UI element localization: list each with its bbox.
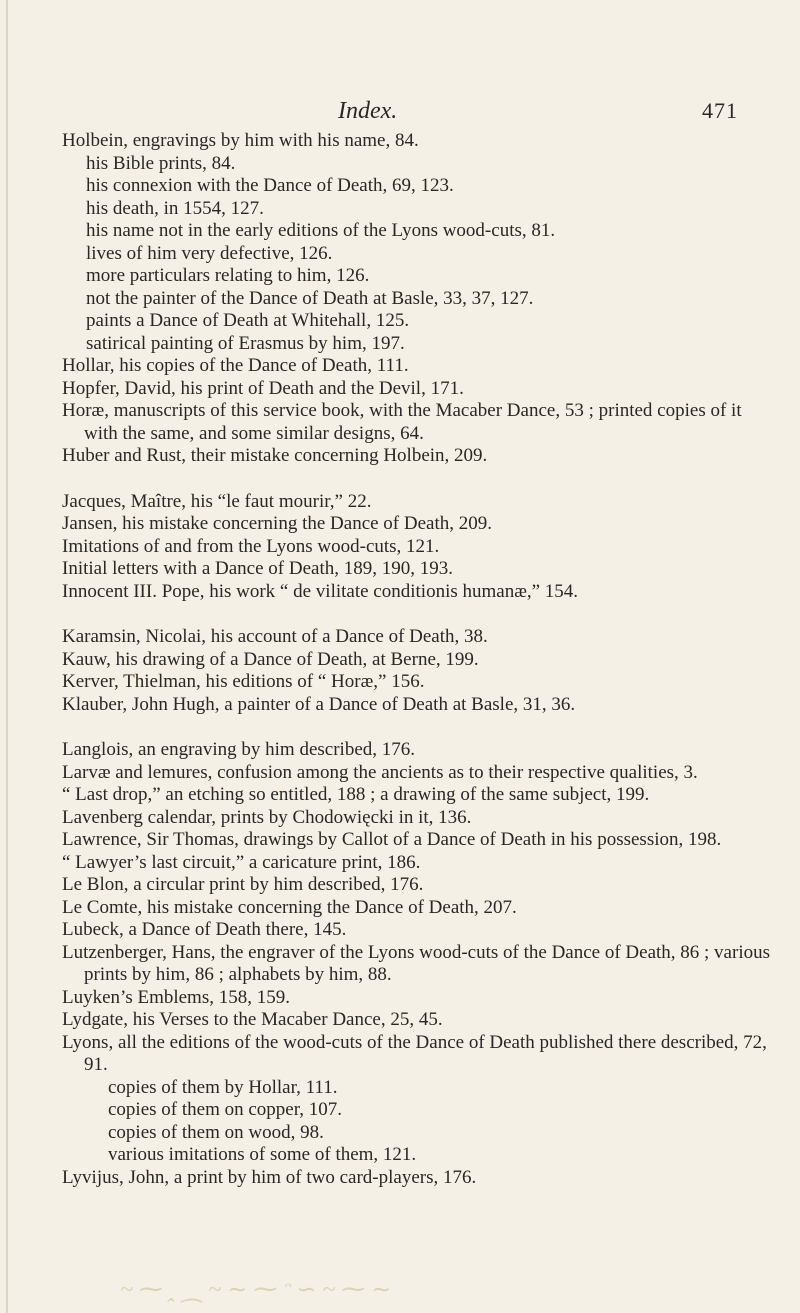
index-entry: Kerver, Thielman, his editions of “ Horæ,” 156.	[62, 671, 425, 692]
index-entry: Jansen, his mistake concerning the Dance of Death, 209.	[62, 513, 493, 534]
index-subentry: his Bible prints, 84.	[86, 152, 236, 174]
section-gap	[62, 716, 777, 739]
index-entry: Lawrence, Sir Thomas, drawings by Callot of a Dance of Death in his possession, 198.	[62, 829, 722, 850]
index-entry: Huber and Rust, their mistake concerning Holbein, 209.	[62, 445, 488, 466]
index-entry: Imitations of and from the Lyons wood-cuts, 121.	[62, 535, 440, 557]
page-number: 471	[702, 98, 738, 123]
index-entry: Innocent III. Pope, his work “ de vilitate conditionis humanæ,” 154.	[62, 580, 579, 602]
index-entry: Luyken’s Emblems, 158, 159.	[62, 986, 290, 1008]
index-entry: “ Last drop,” an etching so entitled, 188 ; a drawing of the same subject, 199.	[62, 784, 650, 805]
index-entry: Klauber, John Hugh, a painter of a Dance of Death at Basle, 31, 36.	[62, 693, 576, 715]
index-subentry: his name not in the early editions of the Lyons wood-cuts, 81.	[86, 220, 556, 241]
section-gap	[62, 468, 777, 491]
index-entry: Lyons, all the editions of the wood-cuts of the Dance of Death published there described, 72, 91.	[62, 1031, 767, 1075]
bleed-through-marks: ~ ⁓ ꞈ ⁔ ~ ∼ ⁓ ᵔ ∽ ~ ⁓ ∼	[120, 1277, 392, 1303]
index-entry: Jacques, Maître, his “le faut mourir,” 22.	[62, 490, 372, 512]
index-entry: Karamsin, Nicolai, his account of a Dance of Death, 38.	[62, 626, 488, 647]
index-subentry: copies of them by Hollar, 111.	[108, 1076, 338, 1098]
index-entry: Lavenberg calendar, prints by Chodowięcki in it, 136.	[62, 806, 472, 828]
index-entry: Langlois, an engraving by him described, 176.	[62, 739, 416, 760]
index-entry: “ Lawyer’s last circuit,” a caricature print, 186.	[62, 851, 421, 873]
index-entry: Kauw, his drawing of a Dance of Death, at Berne, 199.	[62, 648, 479, 670]
index-subentry: his connexion with the Dance of Death, 69, 123.	[86, 175, 454, 196]
header-title: Index.	[338, 98, 398, 124]
page-edge	[6, 0, 8, 1313]
index-entry: Larvæ and lemures, confusion among the ancients as to their respective qualities, 3.	[62, 761, 698, 783]
index-entry: Le Comte, his mistake concerning the Dance of Death, 207.	[62, 896, 517, 918]
index-entry: Hopfer, David, his print of Death and the Devil, 171.	[62, 377, 464, 399]
index-entry: Holbein, engravings by him with his name, 84.	[62, 130, 419, 151]
index-subentry: his death, in 1554, 127.	[86, 197, 264, 219]
index-subentry: satirical painting of Erasmus by him, 197.	[86, 332, 405, 354]
index-subentry: lives of him very defective, 126.	[86, 242, 333, 264]
index-entry: Lubeck, a Dance of Death there, 145.	[62, 919, 347, 940]
index-entry: Lyvijus, John, a print by him of two card-players, 176.	[62, 1166, 477, 1188]
index-list	[62, 130, 777, 1189]
index-subentry: various imitations of some of them, 121.	[108, 1144, 417, 1165]
index-entry: Lydgate, his Verses to the Macaber Dance, 25, 45.	[62, 1009, 443, 1030]
index-subentry: not the painter of the Dance of Death at Basle, 33, 37, 127.	[86, 287, 534, 309]
index-subentry: more particulars relating to him, 126.	[86, 265, 370, 286]
index-subentry: copies of them on copper, 107.	[108, 1099, 343, 1120]
running-header	[0, 98, 800, 128]
index-subentry: copies of them on wood, 98.	[108, 1121, 324, 1143]
index-entry: Lutzenberger, Hans, the engraver of the Lyons wood-cuts of the Dance of Death, 86 ; various prints by him, 86 ; alphabets by him, 88.	[62, 941, 770, 985]
index-entry: Le Blon, a circular print by him described, 176.	[62, 874, 424, 895]
index-entry: Initial letters with a Dance of Death, 189, 190, 193.	[62, 558, 453, 579]
index-subentry: paints a Dance of Death at Whitehall, 125.	[86, 310, 410, 331]
index-entry: Hollar, his copies of the Dance of Death, 111.	[62, 355, 409, 376]
index-entry: Horæ, manuscripts of this service book, with the Macaber Dance, 53 ; printed copies of it with the same, and some similar designs, 64.	[62, 400, 742, 444]
section-gap	[62, 603, 777, 626]
